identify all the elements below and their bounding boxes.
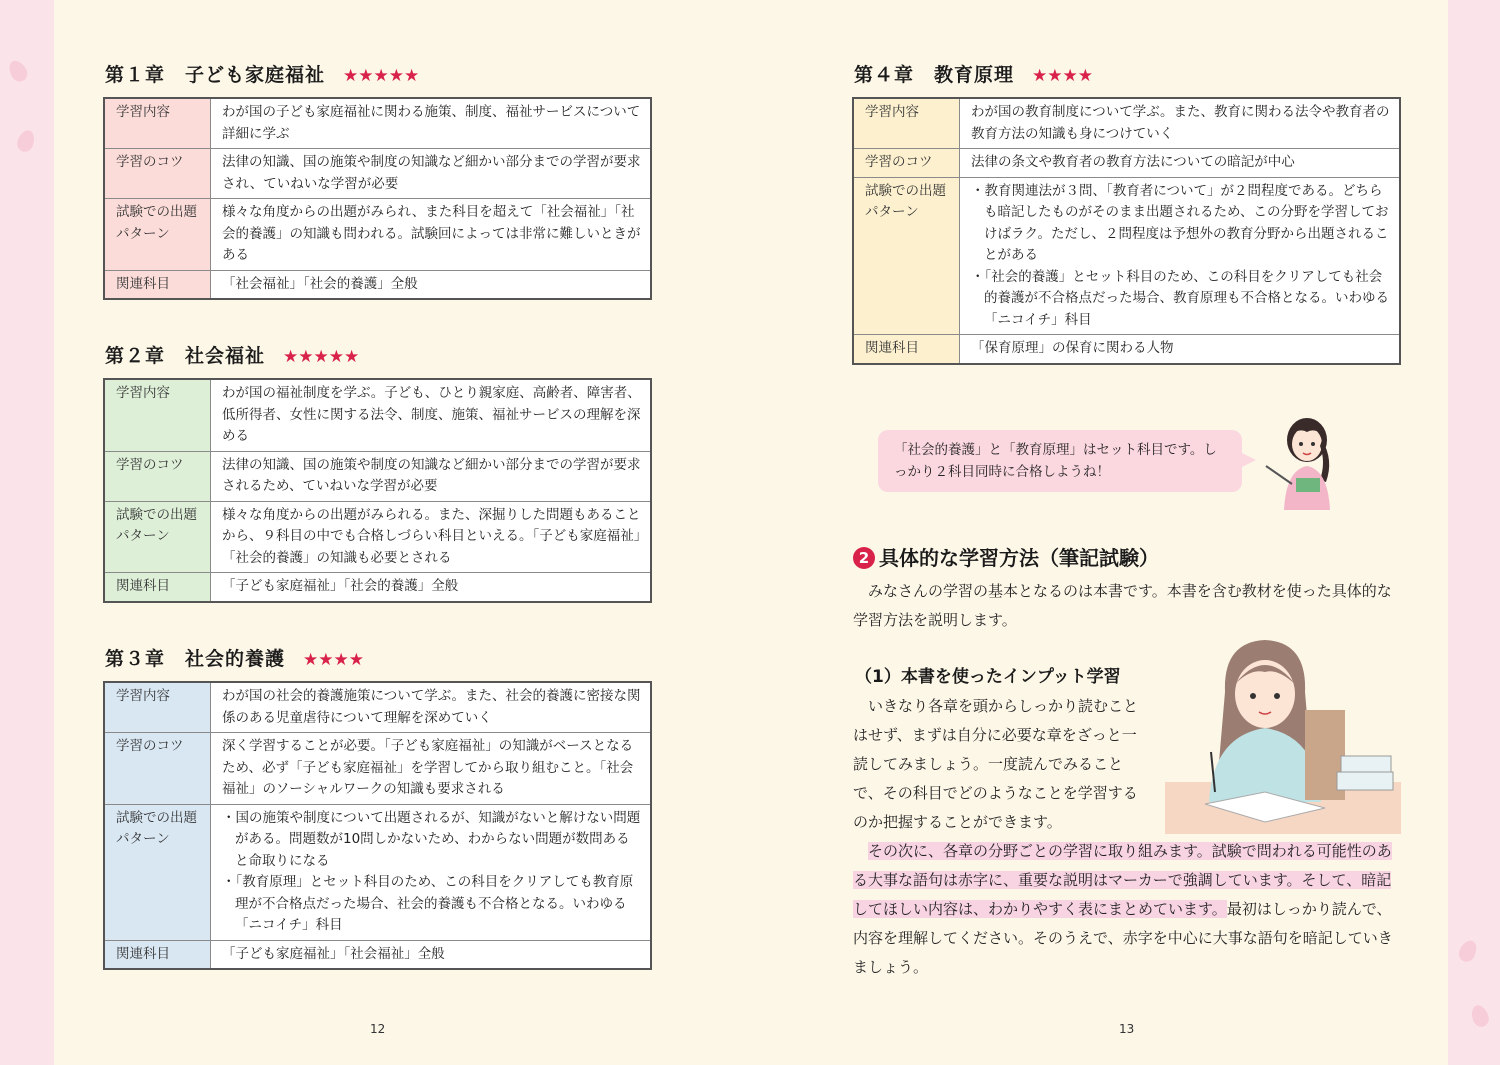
chapter-table: [103, 378, 652, 603]
table-row: 関連科目 「子ども家庭福祉」「社会福祉」全般: [104, 940, 651, 969]
paragraph-1: いきなり各章を頭からしっかり読むことはせず、まずは自分に必要な章をざっと一読してみましょう。一度読んでみることで、その科目でどのようなことを学習するのか把握することができます。: [853, 697, 1139, 831]
star-rating: ★★★★: [303, 650, 364, 670]
bullet-list: [222, 808, 642, 937]
chapter-heading: 第２章 社会福祉 ★★★★★: [105, 345, 360, 367]
list-item: ・「社会的養護」とセット科目のため、この科目をクリアしても社会的養護が不合格点だった場合、教育原理も不合格となる。いわゆる「ニコイチ」科目: [971, 268, 1389, 328]
petal-decoration: [15, 128, 38, 154]
list-item: ・「教育原理」とセット科目のため、この科目をクリアしても教育原理が不合格点だった場合、社会的養護も不合格となる。いわゆる「ニコイチ」科目: [222, 874, 634, 933]
chapter-table: [852, 97, 1401, 365]
subsection-heading: （1）本書を使ったインプット学習: [855, 667, 1121, 687]
table-row: 関連科目 「社会福祉」「社会的養護」全般: [104, 270, 651, 299]
highlighted-text: その次に、各章の分野ごとの学習に取り組みます。試験で問われる可能性のある大事な語句は赤字に、重要な説明はマーカーで強調しています。そして、暗記してほしい内容は、わかりやすく表にまとめています。: [853, 842, 1392, 918]
chapter-table: [103, 681, 652, 970]
petal-decoration: [1456, 938, 1480, 965]
table-row: 学習内容 わが国の社会的養護施策について学ぶ。また、社会的養護に密接な関係のある児童虐待について理解を深めていく: [104, 682, 651, 733]
teacher-illustration: [1262, 410, 1344, 510]
chapter-3: [103, 644, 652, 970]
table-row: 関連科目 「保育原理」の保育に関わる人物: [853, 335, 1400, 364]
student-illustration: [1165, 632, 1401, 834]
table-row: 学習内容 わが国の子ども家庭福祉に関わる施策、制度、福祉サービスについて詳細に学ぶ: [104, 98, 651, 149]
chapter-heading: 第４章 教育原理 ★★★★: [854, 64, 1093, 86]
chapter-heading: 第１章 子ども家庭福祉 ★★★★★: [105, 64, 420, 86]
table-row: 試験での出題パターン 様々な角度からの出題がみられ、また科目を超えて「社会福祉」「社会的養護」の知識も問われる。試験回によっては非常に難しいときがある: [104, 199, 651, 271]
bullet-list: [971, 181, 1391, 332]
table-row: 試験での出題パターン ・国の施策や制度について出題されるが、知識がないと解けない問題がある。問題数が10問しかないため、わからない問題が数問あると命取りになる ・「教育原理」とセット科目のため、この科目をクリアしても教育原理が不合格点だった場合、社会的養護も不合格となる。いわゆる「ニコイチ」科目: [104, 804, 651, 940]
table-row: 試験での出題パターン ・教育関連法が３問、「教育者について」が２問程度である。どちらも暗記したものがそのまま出題されるため、この分野を学習しておけばラク。ただし、２問程度は予想外の教育分野から出題されることがある ・「社会的養護」とセット科目のため、この科目をクリアしても社会的養護が不合格点だった場合、教育原理も不合格となる。いわゆる「ニコイチ」科目: [853, 177, 1400, 335]
section-heading: 2 具体的な学習方法（筆記試験）: [853, 542, 1159, 571]
page-number-left: 12: [370, 1022, 386, 1036]
star-rating: ★★★★★: [283, 347, 360, 367]
star-rating: ★★★★★: [343, 66, 420, 86]
chapter-4: [852, 60, 1401, 365]
page-number-right: 13: [1119, 1022, 1135, 1036]
chapter-heading: 第３章 社会的養護 ★★★★: [105, 648, 364, 670]
star-rating: ★★★★: [1032, 66, 1093, 86]
section-number: 2: [853, 547, 875, 569]
petal-decoration: [6, 57, 31, 84]
table-row: 学習のコツ 深く学習することが必要。「子ども家庭福祉」の知識がベースとなるため、必ず「子ども家庭福祉」を学習してから取り組むこと。「社会福祉」のソーシャルワークの知識も要求される: [104, 733, 651, 805]
table-row: 学習内容 わが国の福祉制度を学ぶ。子ども、ひとり親家庭、高齢者、障害者、低所得者、女性に関する法令、制度、施策、福祉サービスの理解を深める: [104, 379, 651, 451]
chapter-1: [103, 60, 652, 300]
chapter-table: [103, 97, 652, 300]
section-intro: みなさんの学習の基本となるのは本書です。本書を含む教材を使った具体的な学習方法を説明します。: [853, 582, 1392, 629]
speech-bubble: 「社会的養護」と「教育原理」はセット科目です。しっかり２科目同時に合格しようね！: [878, 430, 1242, 492]
table-row: 学習のコツ 法律の条文や教育者の教育方法についての暗記が中心: [853, 149, 1400, 178]
paragraph-2: その次に、各章の分野ごとの学習に取り組みます。試験で問われる可能性のある大事な語句は赤字に、重要な説明はマーカーで強調しています。そして、暗記してほしい内容は、わかりやすく表にまとめています。最初はしっかり読んで、内容を理解してください。そのうえで、赤字を中心に大事な語句を暗記していきましょう。: [853, 842, 1393, 976]
table-row: 学習内容 わが国の教育制度について学ぶ。また、教育に関わる法令や教育者の教育方法の知識も身につけていく: [853, 98, 1400, 149]
table-row: 学習のコツ 法律の知識、国の施策や制度の知識など細かい部分までの学習が要求されるため、ていねいな学習が必要: [104, 451, 651, 501]
table-row: 学習のコツ 法律の知識、国の施策や制度の知識など細かい部分までの学習が要求され、ていねいな学習が必要: [104, 149, 651, 199]
list-item: ・国の施策や制度について出題されるが、知識がないと解けない問題がある。問題数が10問しかないため、わからない問題が数問あると命取りになる: [222, 809, 641, 869]
list-item: ・教育関連法が３問、「教育者について」が２問程度である。どちらも暗記したものがそのまま出題されるため、この分野を学習しておけばラク。ただし、２問程度は予想外の教育分野から出題されることがある: [971, 182, 1389, 263]
table-row: 試験での出題パターン 様々な角度からの出題がみられる。また、深掘りした問題もあることから、９科目の中でも合格しづらい科目といえる。「子ども家庭福祉」「社会的養護」の知識も必要とされる: [104, 501, 651, 573]
petal-decoration: [1469, 1003, 1492, 1029]
table-row: 関連科目 「子ども家庭福祉」「社会的養護」全般: [104, 573, 651, 602]
chapter-2: [103, 341, 652, 603]
